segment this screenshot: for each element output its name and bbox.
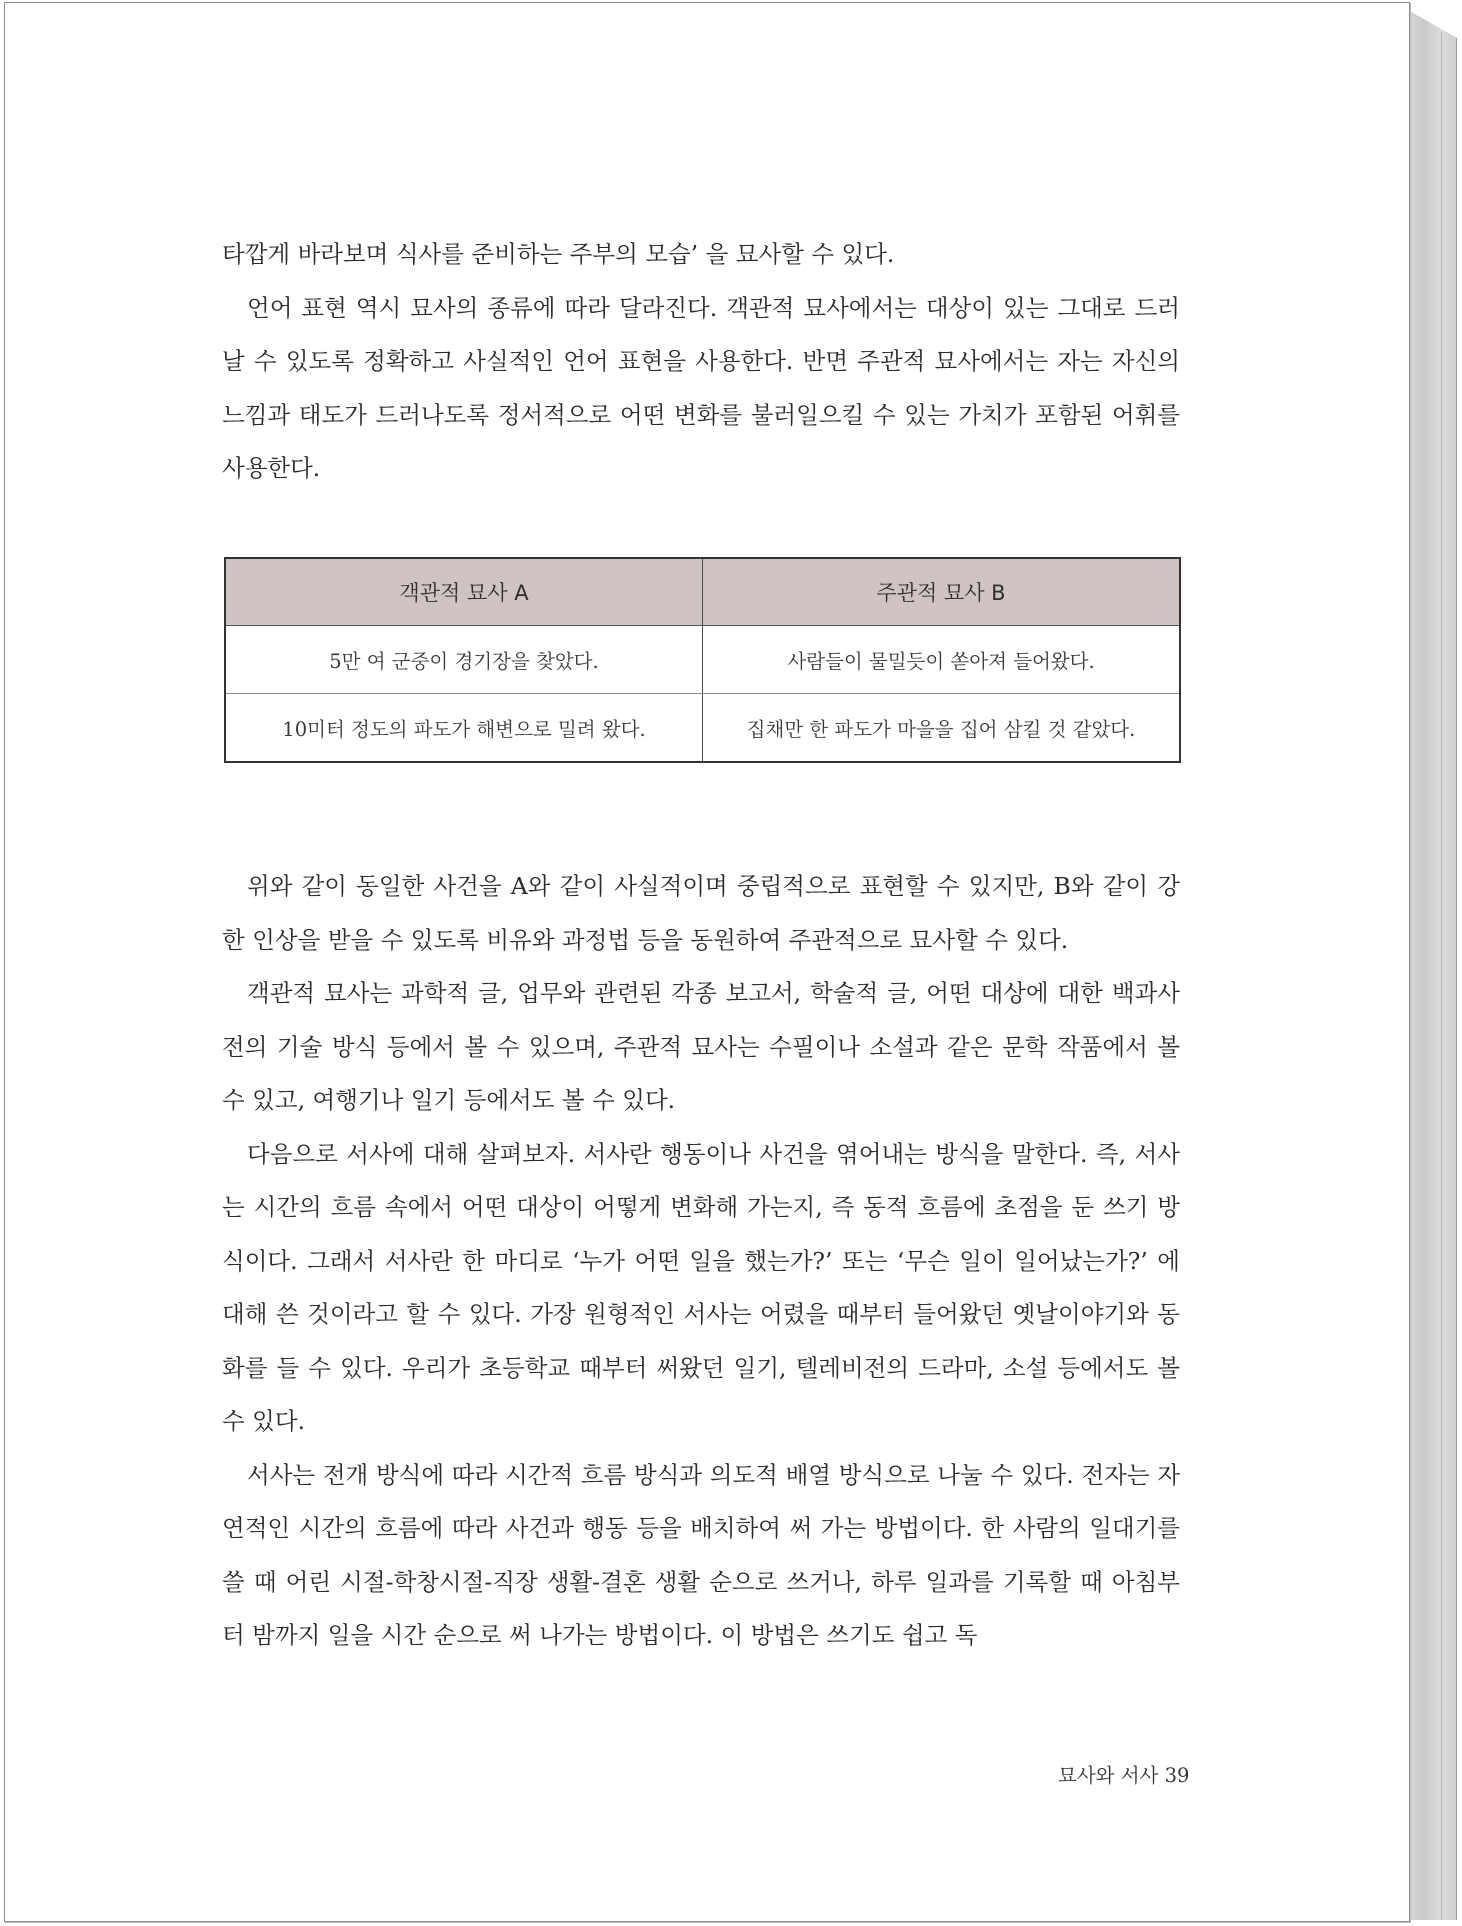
paragraph-narrative-types: 서사는 전개 방식에 따라 시간적 흐름 방식과 의도적 배열 방식으로 나눌 수 있다. 전자는 자연적인 시간의 흐름에 따라 사건과 행동 등을 배치하여 써 가는 방법이다. 한 사람의 일대기를 쓸 때 어린 시절-학창시절-직장 생활-결혼 생활 순으로 쓰거나, 하루 일과를 기록할 때 아침부터 밤까지 일을 시간 순으로 써 나가는 방법이다. 이 방법은 쓰기도 쉽고 독 (222, 1460, 1180, 1649)
book-page-edge (1408, 10, 1457, 1920)
paragraph-continuation: 타깝게 바라보며 식사를 준비하는 주부의 모습’ 을 묘사할 수 있다. (222, 240, 895, 268)
paragraph-narrative: 다음으로 서사에 대해 살펴보자. 서사란 행동이나 사건을 엮어내는 방식을 말한다. 즉, 서사는 시간의 흐름 속에서 어떤 대상이 어떻게 변화해 가는지, 즉 동적 흐름에 초점을 둔 쓰기 방식이다. 그래서 서사란 한 마디로 ‘누가 어떤 일을 했는가?’ 또는 ‘무슨 일이 일어났는가?’ 에 대해 쓴 것이라고 할 수 있다. 가장 원형적인 서사는 어렸을 때부터 들어왔던 옛날이야기와 동화를 들 수 있다. 우리가 초등학교 때부터 써왔던 일기, 텔레비전의 드라마, 소설 등에서도 볼 수 있다. (222, 1139, 1180, 1435)
footer-page-number: 39 (1164, 1764, 1190, 1787)
table-cell: 사람들이 물밀듯이 쏟아져 들어왔다. (703, 626, 1181, 694)
table-header-subjective: 주관적 묘사 B (703, 558, 1181, 626)
table-header-objective: 객관적 묘사 A (225, 558, 703, 626)
table-cell: 5만 여 군중이 경기장을 찾았다. (225, 626, 703, 694)
description-comparison-table (224, 557, 1181, 763)
body-text-bottom (222, 860, 1180, 1663)
table-cell: 집채만 한 파도가 마을을 집어 삼킬 것 같았다. (703, 694, 1181, 763)
paragraph-usage: 객관적 묘사는 과학적 글, 업무와 관련된 각종 보고서, 학술적 글, 어떤 대상에 대한 백과사전의 기술 방식 등에서 볼 수 있으며, 주관적 묘사는 수필이나 소설과 같은 문학 작품에서 볼 수 있고, 여행기나 일기 등에서도 볼 수 있다. (222, 979, 1180, 1114)
page-footer (1058, 1760, 1189, 1788)
footer-section-title: 묘사와 서사 (1058, 1764, 1159, 1787)
paragraph-language-expression: 언어 표현 역시 묘사의 종류에 따라 달라진다. 객관적 묘사에서는 대상이 있는 그대로 드러날 수 있도록 정확하고 사실적인 언어 표현을 사용한다. 반면 주관적 묘사에서는 자는 자신의 느낌과 태도가 드러나도록 정서적으로 어떤 변화를 불러일으킬 수 있는 가치가 포함된 어휘를 사용한다. (222, 293, 1180, 482)
table-row (225, 626, 1180, 694)
table-header-row (225, 558, 1180, 626)
table-cell: 10미터 정도의 파도가 해변으로 밀려 왔다. (225, 694, 703, 763)
book-edge-line (1441, 32, 1442, 1920)
table-row (225, 694, 1180, 763)
body-text-top (222, 228, 1180, 496)
paragraph-comparison: 위와 같이 동일한 사건을 A와 같이 사실적이며 중립적으로 표현할 수 있지만, B와 같이 강한 인상을 받을 수 있도록 비유와 과정법 등을 동원하여 주관적으로 묘사할 수 있다. (222, 872, 1180, 954)
